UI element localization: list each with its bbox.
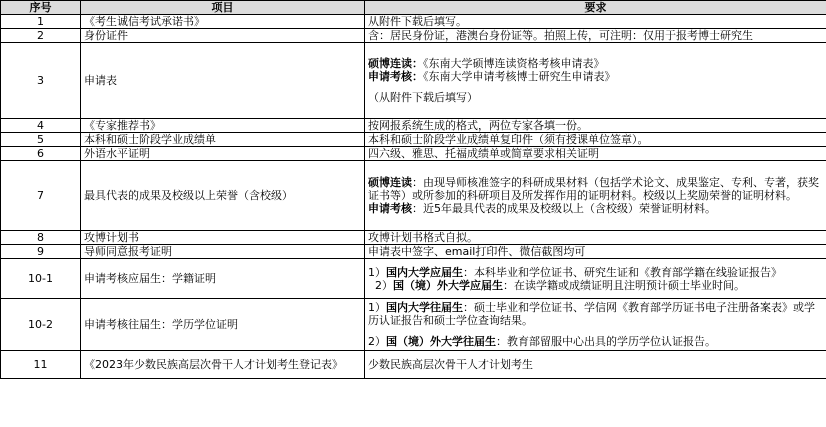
cell-item: 申请考核往届生：学历学位证明 <box>81 299 365 351</box>
requirement-line <box>368 266 823 279</box>
requirement-text: 《东南大学硕博连读资格考核申请表》 <box>423 57 605 70</box>
table-header-row <box>1 1 826 15</box>
requirement-line <box>368 231 823 244</box>
cell-item: 申请表 <box>81 43 365 119</box>
requirement-text: 2） <box>368 278 393 292</box>
requirement-text: 含：居民身份证，港澳台身份证等。拍照上传，可注明：仅用于报考博士研究生 <box>368 29 753 42</box>
requirement-text: ：教育部留服中心出具的学历学位认证报告。 <box>496 335 716 348</box>
requirement-label: 硕博连读 <box>368 176 412 189</box>
cell-requirement <box>365 15 826 29</box>
requirement-line <box>368 147 823 160</box>
table-row <box>1 15 826 29</box>
table-row <box>1 29 826 43</box>
cell-requirement <box>365 351 826 379</box>
requirement-label: 国内大学往届生 <box>386 301 463 314</box>
cell-requirement <box>365 133 826 147</box>
requirement-text: 2） <box>368 335 386 348</box>
requirement-text: 四六级、雅思、托福成绩单或简章要求相关证明 <box>368 147 599 160</box>
cell-item: 最具代表的成果及校级以上荣誉（含校级） <box>81 161 365 231</box>
requirement-label: 硕博连读： <box>368 57 423 70</box>
cell-no: 7 <box>1 161 81 231</box>
cell-no: 10-2 <box>1 299 81 351</box>
cell-no: 4 <box>1 119 81 133</box>
table-row <box>1 259 826 299</box>
cell-requirement <box>365 231 826 245</box>
requirement-text: ：由现导师核准签字的科研成果材料（包括学术论文、成果鉴定、专利、专著，获奖证书等）或所参加的科研项目及所发挥作用的证明材料。校级以上奖励荣誉的证明材料。 <box>368 176 819 202</box>
requirement-text: ：近5年最具代表的成果及校级以上（含校级）荣誉证明材料。 <box>412 202 716 215</box>
requirement-text: 本科和硕士阶段学业成绩单复印件（须有授课单位签章）。 <box>368 133 649 146</box>
cell-no: 1 <box>1 15 81 29</box>
requirement-text: 1） <box>368 301 386 314</box>
requirement-line <box>368 119 823 132</box>
requirement-label: 国内大学应届生 <box>386 265 463 279</box>
table-row <box>1 133 826 147</box>
cell-no: 10-1 <box>1 259 81 299</box>
requirement-line <box>368 91 823 104</box>
cell-requirement <box>365 161 826 231</box>
table-row <box>1 245 826 259</box>
requirement-text: ：在读学籍或成绩证明且注明预计硕士毕业时间。 <box>503 278 745 292</box>
cell-item: 《2023年少数民族高层次骨干人才计划考生登记表》 <box>81 351 365 379</box>
requirement-line <box>368 57 823 70</box>
requirement-line <box>368 29 823 42</box>
table-row <box>1 231 826 245</box>
requirement-text: ：本科毕业和学位证书、研究生证和《教育部学籍在线验证报告》 <box>463 265 782 279</box>
requirement-line <box>368 301 823 327</box>
header-item: 项目 <box>81 1 365 15</box>
cell-item: 申请考核应届生：学籍证明 <box>81 259 365 299</box>
requirement-line <box>368 335 823 348</box>
table-row <box>1 299 826 351</box>
requirement-label: 申请考核 <box>368 202 412 215</box>
requirement-text: 按网报系统生成的格式，两位专家各填一份。 <box>368 119 588 132</box>
requirement-line <box>368 245 823 258</box>
requirement-text: 攻博计划书格式自拟。 <box>368 231 478 244</box>
header-requirement: 要求 <box>365 1 826 15</box>
table-row <box>1 161 826 231</box>
cell-item: 《考生诚信考试承诺书》 <box>81 15 365 29</box>
table-row <box>1 147 826 161</box>
cell-requirement <box>365 43 826 119</box>
cell-no: 3 <box>1 43 81 119</box>
cell-item: 导师同意报考证明 <box>81 245 365 259</box>
requirement-text: 申请表中签字、email打印件、微信截图均可 <box>368 245 586 258</box>
requirement-text: 《东南大学申请考核博士研究生申请表》 <box>423 70 616 83</box>
cell-requirement <box>365 299 826 351</box>
cell-item: 攻博计划书 <box>81 231 365 245</box>
cell-item: 《专家推荐书》 <box>81 119 365 133</box>
requirement-line <box>368 358 823 371</box>
requirement-text: 1） <box>368 265 386 279</box>
requirement-line <box>368 133 823 146</box>
requirement-line <box>368 279 823 292</box>
requirement-line <box>368 202 823 215</box>
cell-item: 本科和硕士阶段学业成绩单 <box>81 133 365 147</box>
header-no: 序号 <box>1 1 81 15</box>
cell-no: 6 <box>1 147 81 161</box>
cell-no: 11 <box>1 351 81 379</box>
requirement-line <box>368 15 823 28</box>
line-gap <box>368 83 823 91</box>
cell-no: 2 <box>1 29 81 43</box>
cell-no: 9 <box>1 245 81 259</box>
requirement-text: 少数民族高层次骨干人才计划考生 <box>368 358 533 371</box>
requirement-label: 申请考核： <box>368 70 423 83</box>
requirement-line <box>368 70 823 83</box>
cell-requirement <box>365 245 826 259</box>
table-row <box>1 43 826 119</box>
requirement-label: 国（境）外大学应届生 <box>393 278 503 292</box>
table-row <box>1 119 826 133</box>
requirement-text: （从附件下载后填写） <box>368 91 478 104</box>
cell-no: 5 <box>1 133 81 147</box>
table-row <box>1 351 826 379</box>
cell-requirement <box>365 29 826 43</box>
cell-no: 8 <box>1 231 81 245</box>
cell-item: 身份证件 <box>81 29 365 43</box>
requirement-text: 从附件下载后填写。 <box>368 15 467 28</box>
requirement-line <box>368 176 823 202</box>
requirement-label: 国（境）外大学往届生 <box>386 335 496 348</box>
cell-item: 外语水平证明 <box>81 147 365 161</box>
cell-requirement <box>365 119 826 133</box>
requirement-text: ：硕士毕业和学位证书、学信网《教育部学历证书电子注册备案表》或学历认证报告和硕士学位查询结果。 <box>368 301 815 327</box>
cell-requirement <box>365 147 826 161</box>
table-body <box>1 15 826 379</box>
line-gap <box>368 327 823 335</box>
cell-requirement <box>365 259 826 299</box>
